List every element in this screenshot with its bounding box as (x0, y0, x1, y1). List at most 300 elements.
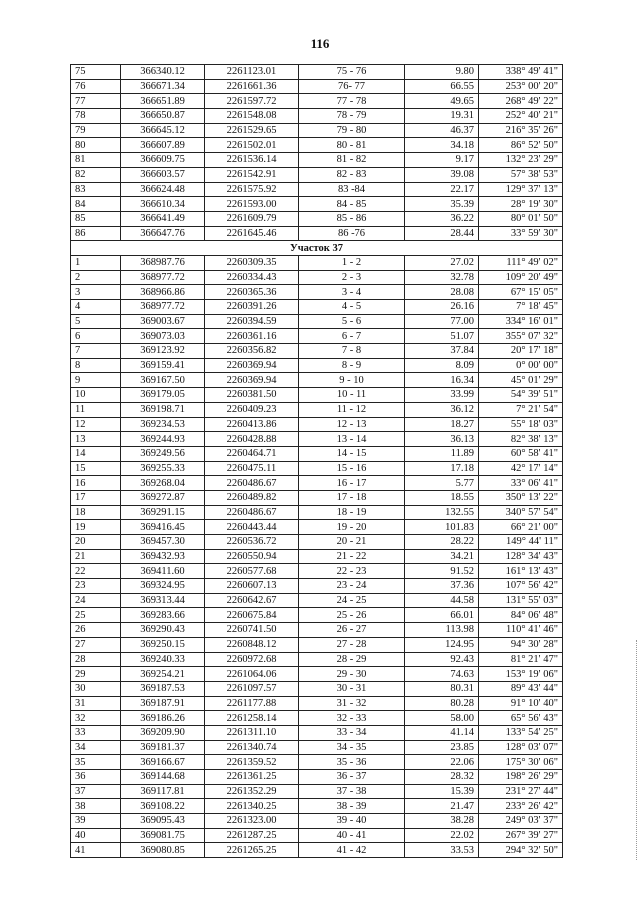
point-number-cell: 10 (71, 388, 121, 403)
table-row (71, 65, 563, 80)
segment-cell: 20 - 21 (299, 535, 405, 550)
distance-cell: 58.00 (405, 711, 479, 726)
segment-cell: 30 - 31 (299, 681, 405, 696)
y-coordinate-cell: 2261323.00 (205, 814, 299, 829)
direction-angle-cell: 81° 21' 47" (479, 652, 563, 667)
segment-cell: 75 - 76 (299, 65, 405, 80)
distance-cell: 18.27 (405, 417, 479, 432)
direction-angle-cell: 7° 21' 54" (479, 402, 563, 417)
direction-angle-cell: 252° 40' 21" (479, 109, 563, 124)
segment-cell: 85 - 86 (299, 211, 405, 226)
table-row (71, 770, 563, 785)
table-row (71, 784, 563, 799)
y-coordinate-cell: 2260486.67 (205, 476, 299, 491)
segment-cell: 10 - 11 (299, 388, 405, 403)
y-coordinate-cell: 2261361.25 (205, 770, 299, 785)
point-number-cell: 18 (71, 505, 121, 520)
distance-cell: 17.18 (405, 461, 479, 476)
point-number-cell: 75 (71, 65, 121, 80)
segment-cell: 2 - 3 (299, 270, 405, 285)
direction-angle-cell: 355° 07' 32" (479, 329, 563, 344)
table-row (71, 637, 563, 652)
table-row (71, 476, 563, 491)
x-coordinate-cell: 369268.04 (121, 476, 205, 491)
table-row (71, 579, 563, 594)
segment-cell: 82 - 83 (299, 167, 405, 182)
distance-cell: 11.89 (405, 446, 479, 461)
direction-angle-cell: 233° 26' 42" (479, 799, 563, 814)
table-row (71, 843, 563, 858)
segment-cell: 40 - 41 (299, 828, 405, 843)
y-coordinate-cell: 2261502.01 (205, 138, 299, 153)
table-row (71, 255, 563, 270)
y-coordinate-cell: 2261123.01 (205, 65, 299, 80)
direction-angle-cell: 60° 58' 41" (479, 446, 563, 461)
y-coordinate-cell: 2261265.25 (205, 843, 299, 858)
direction-angle-cell: 268° 49' 22" (479, 94, 563, 109)
x-coordinate-cell: 369250.15 (121, 637, 205, 652)
distance-cell: 39.08 (405, 167, 479, 182)
table-row (71, 153, 563, 168)
y-coordinate-cell: 2260309.35 (205, 255, 299, 270)
point-number-cell: 21 (71, 549, 121, 564)
x-coordinate-cell: 366641.49 (121, 211, 205, 226)
direction-angle-cell: 33° 59' 30" (479, 226, 563, 241)
x-coordinate-cell: 369095.43 (121, 814, 205, 829)
distance-cell: 34.21 (405, 549, 479, 564)
segment-cell: 11 - 12 (299, 402, 405, 417)
distance-cell: 35.39 (405, 197, 479, 212)
segment-cell: 38 - 39 (299, 799, 405, 814)
direction-angle-cell: 338° 49' 41" (479, 65, 563, 80)
direction-angle-cell: 66° 21' 00" (479, 520, 563, 535)
x-coordinate-cell: 369186.26 (121, 711, 205, 726)
segment-cell: 15 - 16 (299, 461, 405, 476)
distance-cell: 9.17 (405, 153, 479, 168)
x-coordinate-cell: 369209.90 (121, 725, 205, 740)
point-number-cell: 16 (71, 476, 121, 491)
x-coordinate-cell: 369283.66 (121, 608, 205, 623)
x-coordinate-cell: 369432.93 (121, 549, 205, 564)
y-coordinate-cell: 2261097.57 (205, 681, 299, 696)
point-number-cell: 8 (71, 358, 121, 373)
y-coordinate-cell: 2260642.67 (205, 593, 299, 608)
segment-cell: 84 - 85 (299, 197, 405, 212)
x-coordinate-cell: 369255.33 (121, 461, 205, 476)
x-coordinate-cell: 369240.33 (121, 652, 205, 667)
point-number-cell: 81 (71, 153, 121, 168)
page-number: 116 (310, 36, 330, 51)
point-number-cell: 38 (71, 799, 121, 814)
x-coordinate-cell: 369003.67 (121, 314, 205, 329)
table-row (71, 725, 563, 740)
table-row (71, 79, 563, 94)
y-coordinate-cell: 2260443.44 (205, 520, 299, 535)
table-row (71, 711, 563, 726)
table-row (71, 300, 563, 315)
direction-angle-cell: 67° 15' 05" (479, 285, 563, 300)
table-row (71, 138, 563, 153)
distance-cell: 22.17 (405, 182, 479, 197)
point-number-cell: 32 (71, 711, 121, 726)
table-row (71, 549, 563, 564)
table-row (71, 623, 563, 638)
direction-angle-cell: 340° 57' 54" (479, 505, 563, 520)
y-coordinate-cell: 2260607.13 (205, 579, 299, 594)
section-row (71, 241, 563, 256)
direction-angle-cell: 94° 30' 28" (479, 637, 563, 652)
segment-cell: 4 - 5 (299, 300, 405, 315)
direction-angle-cell: 91° 10' 40" (479, 696, 563, 711)
table-row (71, 490, 563, 505)
table-row (71, 828, 563, 843)
x-coordinate-cell: 369166.67 (121, 755, 205, 770)
segment-cell: 21 - 22 (299, 549, 405, 564)
table-row (71, 564, 563, 579)
point-number-cell: 14 (71, 446, 121, 461)
segment-cell: 28 - 29 (299, 652, 405, 667)
direction-angle-cell: 28° 19' 30" (479, 197, 563, 212)
point-number-cell: 2 (71, 270, 121, 285)
point-number-cell: 33 (71, 725, 121, 740)
point-number-cell: 85 (71, 211, 121, 226)
table-row (71, 446, 563, 461)
segment-cell: 13 - 14 (299, 432, 405, 447)
direction-angle-cell: 132° 23' 29" (479, 153, 563, 168)
segment-cell: 3 - 4 (299, 285, 405, 300)
distance-cell: 37.84 (405, 344, 479, 359)
segment-cell: 36 - 37 (299, 770, 405, 785)
point-number-cell: 31 (71, 696, 121, 711)
y-coordinate-cell: 2261359.52 (205, 755, 299, 770)
x-coordinate-cell: 369187.91 (121, 696, 205, 711)
distance-cell: 41.14 (405, 725, 479, 740)
table-row (71, 109, 563, 124)
x-coordinate-cell: 369291.15 (121, 505, 205, 520)
y-coordinate-cell: 2261597.72 (205, 94, 299, 109)
segment-cell: 9 - 10 (299, 373, 405, 388)
y-coordinate-cell: 2261352.29 (205, 784, 299, 799)
segment-cell: 35 - 36 (299, 755, 405, 770)
y-coordinate-cell: 2260577.68 (205, 564, 299, 579)
x-coordinate-cell: 366651.89 (121, 94, 205, 109)
y-coordinate-cell: 2260369.94 (205, 373, 299, 388)
scan-edge-marks (634, 640, 637, 860)
x-coordinate-cell: 369081.75 (121, 828, 205, 843)
segment-cell: 34 - 35 (299, 740, 405, 755)
segment-cell: 77 - 78 (299, 94, 405, 109)
x-coordinate-cell: 366650.87 (121, 109, 205, 124)
distance-cell: 28.44 (405, 226, 479, 241)
point-number-cell: 37 (71, 784, 121, 799)
y-coordinate-cell: 2260741.50 (205, 623, 299, 638)
y-coordinate-cell: 2260409.23 (205, 402, 299, 417)
direction-angle-cell: 153° 19' 06" (479, 667, 563, 682)
point-number-cell: 39 (71, 814, 121, 829)
table-row (71, 799, 563, 814)
x-coordinate-cell: 366671.34 (121, 79, 205, 94)
point-number-cell: 77 (71, 94, 121, 109)
distance-cell: 51.07 (405, 329, 479, 344)
x-coordinate-cell: 369254.21 (121, 667, 205, 682)
distance-cell: 9.80 (405, 65, 479, 80)
x-coordinate-cell: 366645.12 (121, 123, 205, 138)
point-number-cell: 83 (71, 182, 121, 197)
segment-cell: 78 - 79 (299, 109, 405, 124)
point-number-cell: 5 (71, 314, 121, 329)
direction-angle-cell: 129° 37' 13" (479, 182, 563, 197)
table-row (71, 696, 563, 711)
x-coordinate-cell: 369313.44 (121, 593, 205, 608)
point-number-cell: 86 (71, 226, 121, 241)
table-row (71, 402, 563, 417)
x-coordinate-cell: 368966.86 (121, 285, 205, 300)
distance-cell: 22.06 (405, 755, 479, 770)
point-number-cell: 35 (71, 755, 121, 770)
x-coordinate-cell: 366607.89 (121, 138, 205, 153)
direction-angle-cell: 231° 27' 44" (479, 784, 563, 799)
distance-cell: 19.31 (405, 109, 479, 124)
point-number-cell: 28 (71, 652, 121, 667)
distance-cell: 23.85 (405, 740, 479, 755)
table-row (71, 358, 563, 373)
direction-angle-cell: 57° 38' 53" (479, 167, 563, 182)
direction-angle-cell: 111° 49' 02" (479, 255, 563, 270)
table-row (71, 505, 563, 520)
y-coordinate-cell: 2260848.12 (205, 637, 299, 652)
segment-cell: 22 - 23 (299, 564, 405, 579)
point-number-cell: 41 (71, 843, 121, 858)
y-coordinate-cell: 2261593.00 (205, 197, 299, 212)
y-coordinate-cell: 2261177.88 (205, 696, 299, 711)
y-coordinate-cell: 2260675.84 (205, 608, 299, 623)
point-number-cell: 40 (71, 828, 121, 843)
x-coordinate-cell: 369272.87 (121, 490, 205, 505)
distance-cell: 101.83 (405, 520, 479, 535)
table-row (71, 755, 563, 770)
direction-angle-cell: 89° 43' 44" (479, 681, 563, 696)
table-row (71, 167, 563, 182)
direction-angle-cell: 84° 06' 48" (479, 608, 563, 623)
direction-angle-cell: 267° 39' 27" (479, 828, 563, 843)
y-coordinate-cell: 2260486.67 (205, 505, 299, 520)
x-coordinate-cell: 369324.95 (121, 579, 205, 594)
distance-cell: 124.95 (405, 637, 479, 652)
point-number-cell: 22 (71, 564, 121, 579)
table-row (71, 652, 563, 667)
table-row (71, 388, 563, 403)
table-row (71, 373, 563, 388)
table-row (71, 740, 563, 755)
segment-cell: 80 - 81 (299, 138, 405, 153)
distance-cell: 33.99 (405, 388, 479, 403)
point-number-cell: 1 (71, 255, 121, 270)
y-coordinate-cell: 2261548.08 (205, 109, 299, 124)
point-number-cell: 11 (71, 402, 121, 417)
segment-cell: 41 - 42 (299, 843, 405, 858)
y-coordinate-cell: 2261064.06 (205, 667, 299, 682)
y-coordinate-cell: 2260381.50 (205, 388, 299, 403)
segment-cell: 23 - 24 (299, 579, 405, 594)
direction-angle-cell: 294° 32' 50" (479, 843, 563, 858)
direction-angle-cell: 20° 17' 18" (479, 344, 563, 359)
segment-cell: 32 - 33 (299, 711, 405, 726)
segment-cell: 7 - 8 (299, 344, 405, 359)
point-number-cell: 15 (71, 461, 121, 476)
x-coordinate-cell: 369187.53 (121, 681, 205, 696)
y-coordinate-cell: 2261575.92 (205, 182, 299, 197)
table-row (71, 123, 563, 138)
distance-cell: 36.12 (405, 402, 479, 417)
direction-angle-cell: 109° 20' 49" (479, 270, 563, 285)
y-coordinate-cell: 2260365.36 (205, 285, 299, 300)
point-number-cell: 36 (71, 770, 121, 785)
x-coordinate-cell: 369073.03 (121, 329, 205, 344)
distance-cell: 74.63 (405, 667, 479, 682)
distance-cell: 5.77 (405, 476, 479, 491)
y-coordinate-cell: 2260972.68 (205, 652, 299, 667)
segment-cell: 37 - 38 (299, 784, 405, 799)
segment-cell: 29 - 30 (299, 667, 405, 682)
table-row (71, 197, 563, 212)
distance-cell: 38.28 (405, 814, 479, 829)
y-coordinate-cell: 2260536.72 (205, 535, 299, 550)
distance-cell: 132.55 (405, 505, 479, 520)
distance-cell: 44.58 (405, 593, 479, 608)
y-coordinate-cell: 2260369.94 (205, 358, 299, 373)
direction-angle-cell: 175° 30' 06" (479, 755, 563, 770)
segment-cell: 25 - 26 (299, 608, 405, 623)
point-number-cell: 20 (71, 535, 121, 550)
distance-cell: 66.55 (405, 79, 479, 94)
direction-angle-cell: 55° 18' 03" (479, 417, 563, 432)
direction-angle-cell: 128° 34' 43" (479, 549, 563, 564)
table-row (71, 226, 563, 241)
direction-angle-cell: 86° 52' 50" (479, 138, 563, 153)
y-coordinate-cell: 2260550.94 (205, 549, 299, 564)
x-coordinate-cell: 366624.48 (121, 182, 205, 197)
point-number-cell: 13 (71, 432, 121, 447)
x-coordinate-cell: 366610.34 (121, 197, 205, 212)
distance-cell: 36.13 (405, 432, 479, 447)
distance-cell: 32.78 (405, 270, 479, 285)
segment-cell: 39 - 40 (299, 814, 405, 829)
x-coordinate-cell: 369179.05 (121, 388, 205, 403)
point-number-cell: 3 (71, 285, 121, 300)
direction-angle-cell: 0° 00' 00" (479, 358, 563, 373)
y-coordinate-cell: 2260394.59 (205, 314, 299, 329)
x-coordinate-cell: 366647.76 (121, 226, 205, 241)
y-coordinate-cell: 2260475.11 (205, 461, 299, 476)
y-coordinate-cell: 2261258.14 (205, 711, 299, 726)
x-coordinate-cell: 369108.22 (121, 799, 205, 814)
x-coordinate-cell: 369249.56 (121, 446, 205, 461)
direction-angle-cell: 216° 35' 26" (479, 123, 563, 138)
x-coordinate-cell: 369167.50 (121, 373, 205, 388)
segment-cell: 33 - 34 (299, 725, 405, 740)
distance-cell: 18.55 (405, 490, 479, 505)
distance-cell: 28.08 (405, 285, 479, 300)
point-number-cell: 19 (71, 520, 121, 535)
y-coordinate-cell: 2260413.86 (205, 417, 299, 432)
segment-cell: 76- 77 (299, 79, 405, 94)
direction-angle-cell: 7° 18' 45" (479, 300, 563, 315)
table-row (71, 329, 563, 344)
y-coordinate-cell: 2260334.43 (205, 270, 299, 285)
x-coordinate-cell: 369457.30 (121, 535, 205, 550)
point-number-cell: 25 (71, 608, 121, 623)
y-coordinate-cell: 2261609.79 (205, 211, 299, 226)
x-coordinate-cell: 366609.75 (121, 153, 205, 168)
distance-cell: 28.22 (405, 535, 479, 550)
y-coordinate-cell: 2260489.82 (205, 490, 299, 505)
point-number-cell: 30 (71, 681, 121, 696)
direction-angle-cell: 65° 56' 43" (479, 711, 563, 726)
y-coordinate-cell: 2261529.65 (205, 123, 299, 138)
y-coordinate-cell: 2261340.74 (205, 740, 299, 755)
segment-cell: 27 - 28 (299, 637, 405, 652)
distance-cell: 77.00 (405, 314, 479, 329)
segment-cell: 81 - 82 (299, 153, 405, 168)
point-number-cell: 17 (71, 490, 121, 505)
y-coordinate-cell: 2261645.46 (205, 226, 299, 241)
point-number-cell: 12 (71, 417, 121, 432)
direction-angle-cell: 334° 16' 01" (479, 314, 563, 329)
segment-cell: 79 - 80 (299, 123, 405, 138)
y-coordinate-cell: 2261340.25 (205, 799, 299, 814)
distance-cell: 16.34 (405, 373, 479, 388)
distance-cell: 15.39 (405, 784, 479, 799)
distance-cell: 8.09 (405, 358, 479, 373)
segment-cell: 1 - 2 (299, 255, 405, 270)
table-row (71, 608, 563, 623)
table-row (71, 681, 563, 696)
direction-angle-cell: 253° 00' 20" (479, 79, 563, 94)
y-coordinate-cell: 2260356.82 (205, 344, 299, 359)
point-number-cell: 78 (71, 109, 121, 124)
point-number-cell: 7 (71, 344, 121, 359)
coordinates-table (70, 64, 563, 858)
y-coordinate-cell: 2260391.26 (205, 300, 299, 315)
segment-cell: 12 - 13 (299, 417, 405, 432)
y-coordinate-cell: 2261536.14 (205, 153, 299, 168)
direction-angle-cell: 82° 38' 13" (479, 432, 563, 447)
direction-angle-cell: 80° 01' 50" (479, 211, 563, 226)
distance-cell: 27.02 (405, 255, 479, 270)
distance-cell: 37.36 (405, 579, 479, 594)
x-coordinate-cell: 368977.72 (121, 270, 205, 285)
y-coordinate-cell: 2260428.88 (205, 432, 299, 447)
table-row (71, 520, 563, 535)
x-coordinate-cell: 369416.45 (121, 520, 205, 535)
direction-angle-cell: 133° 54' 25" (479, 725, 563, 740)
segment-cell: 18 - 19 (299, 505, 405, 520)
point-number-cell: 79 (71, 123, 121, 138)
x-coordinate-cell: 366340.12 (121, 65, 205, 80)
point-number-cell: 29 (71, 667, 121, 682)
direction-angle-cell: 110° 41' 46" (479, 623, 563, 638)
table-row (71, 667, 563, 682)
distance-cell: 91.52 (405, 564, 479, 579)
point-number-cell: 80 (71, 138, 121, 153)
table-row (71, 417, 563, 432)
distance-cell: 49.65 (405, 94, 479, 109)
x-coordinate-cell: 369244.93 (121, 432, 205, 447)
direction-angle-cell: 45° 01' 29" (479, 373, 563, 388)
table-row (71, 814, 563, 829)
y-coordinate-cell: 2261311.10 (205, 725, 299, 740)
distance-cell: 22.02 (405, 828, 479, 843)
